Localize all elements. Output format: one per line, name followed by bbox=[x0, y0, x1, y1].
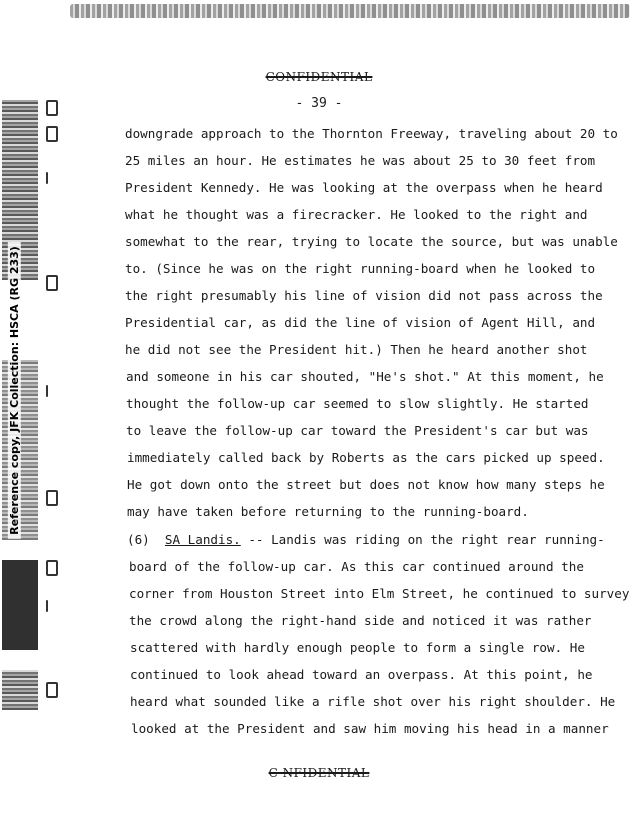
classification-header bbox=[0, 70, 638, 84]
binder-hole-mark bbox=[46, 490, 58, 506]
text-line: looked at the President and saw him moving his head in a manner bbox=[131, 721, 609, 736]
classification-footer-text: C NFIDENTIAL bbox=[268, 766, 370, 780]
text-line: Presidential car, as did the line of vision of Agent Hill, and bbox=[125, 315, 596, 330]
binder-hole-mark bbox=[46, 600, 48, 612]
classification-header-text: CONFIDENTIAL bbox=[265, 70, 373, 84]
binder-hole-mark bbox=[46, 126, 58, 142]
text-line: what he thought was a firecracker. He looked to the right and bbox=[125, 207, 588, 222]
binder-hole-mark bbox=[46, 172, 48, 184]
text-line: to leave the follow-up car toward the President's car but was bbox=[126, 423, 589, 438]
text-line: downgrade approach to the Thornton Freeway, traveling about 20 to bbox=[125, 126, 618, 141]
text-line: to. (Since he was on the right running-board when he looked to bbox=[125, 261, 596, 276]
scan-top-smudge bbox=[70, 4, 630, 18]
text-line: President Kennedy. He was looking at the overpass when he heard bbox=[125, 180, 603, 195]
section-heading: SA Landis. bbox=[164, 532, 241, 547]
archive-reference-text: Reference copy, JFK Collection: HSCA (RG 233) bbox=[8, 242, 21, 539]
text-line: the crowd along the right-hand side and noticed it was rather bbox=[129, 613, 592, 628]
text-line: He got down onto the street but does not know how many steps he bbox=[127, 477, 605, 492]
text-line: scattered with hardly enough people to form a single row. He bbox=[130, 640, 585, 655]
section-heading-line bbox=[127, 533, 605, 547]
text-line: may have taken before returning to the running-board. bbox=[127, 504, 529, 519]
text-line: board of the follow-up car. As this car continued around the bbox=[129, 559, 584, 574]
text-line: thought the follow-up car seemed to slow slightly. He started bbox=[126, 396, 589, 411]
binder-hole-mark bbox=[46, 682, 58, 698]
left-margin-scan-artifacts bbox=[0, 60, 70, 820]
text-line: continued to look ahead toward an overpass. At this point, he bbox=[130, 667, 593, 682]
section-first-line: -- Landis was riding on the right rear running- bbox=[248, 532, 605, 547]
binder-hole-mark bbox=[46, 385, 48, 397]
section-number: (6) bbox=[127, 532, 150, 547]
text-line: heard what sounded like a rifle shot over his right shoulder. He bbox=[130, 694, 616, 709]
scan-noise-strip bbox=[2, 670, 38, 710]
text-line: somewhat to the rear, trying to locate the source, but was unable bbox=[125, 234, 618, 249]
page-number: - 39 - bbox=[295, 96, 343, 111]
binder-hole-mark bbox=[46, 560, 58, 576]
text-line: immediately called back by Roberts as the cars picked up speed. bbox=[127, 450, 605, 465]
text-line: 25 miles an hour. He estimates he was about 25 to 30 feet from bbox=[125, 153, 596, 168]
text-line: corner from Houston Street into Elm Street, he continued to survey bbox=[129, 586, 630, 601]
text-line: the right presumably his line of vision did not pass across the bbox=[125, 288, 603, 303]
classification-footer bbox=[0, 766, 638, 780]
binder-hole-mark bbox=[46, 275, 58, 291]
text-line: he did not see the President hit.) Then he heard another shot bbox=[125, 342, 588, 357]
text-line: and someone in his car shouted, "He's shot." At this moment, he bbox=[126, 369, 604, 384]
archive-reference-stamp bbox=[0, 180, 28, 600]
